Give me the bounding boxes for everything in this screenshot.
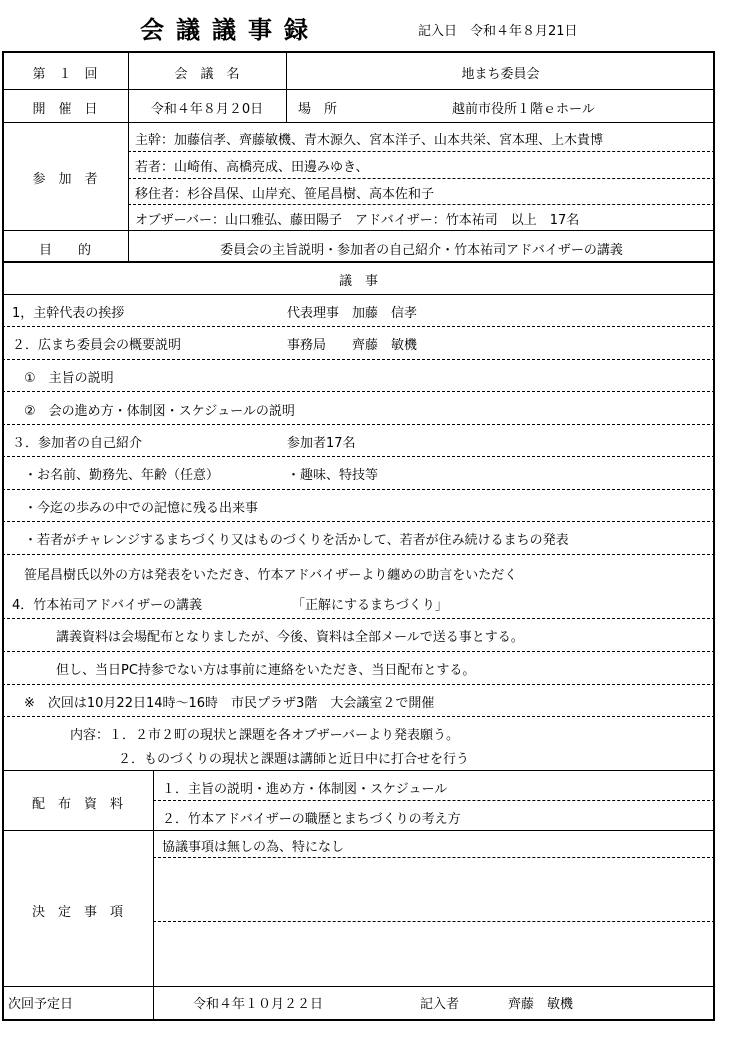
record-date: 記入日 令和４年８月21日 [418, 24, 578, 39]
recorder-name: 齊藤 敏機 [508, 997, 574, 1012]
meeting-name-value: 地まち委員会 [461, 67, 540, 82]
column-divider [286, 51, 287, 122]
recorder-label: 記入者 [420, 997, 460, 1012]
dashed-divider [128, 151, 715, 152]
column-divider [153, 770, 154, 1021]
participants-line: 移住者：杉谷昌保、山岸充、笹尾昌樹、高本佐和子 [135, 187, 435, 202]
agenda-line: ・若者がチャレンジするまちづくり又はものづくりを活かして、若者が住み続けるまちの発表 [24, 533, 569, 548]
date-label: 開 催 日 [32, 102, 98, 117]
participants-line: 主幹：加藤信孝、齊藤敏機、青木源久、宮本洋子、山本共栄、宮本理、上木貴博 [135, 133, 604, 148]
dashed-divider [2, 651, 715, 652]
materials-item: ２．竹本アドバイザーの職歴とまちづくりの考え方 [162, 812, 461, 827]
dashed-divider [153, 921, 715, 922]
next-date-label: 次回予定日 [8, 997, 74, 1012]
agenda-line-right: 事務局 齊藤 敏機 [287, 338, 418, 353]
agenda-line: 内容：１．２市２町の現状と課題を各オブザーバーより発表願う。 [70, 728, 459, 743]
participants-line: 若者：山崎侑、高橋亮成、田邊みゆき、 [135, 160, 369, 175]
dashed-divider [2, 684, 715, 685]
meeting-name-label: 会 議 名 [174, 67, 240, 82]
page-title: 会議議事録 [140, 16, 320, 44]
agenda-line: 1，主幹代表の挨拶 [12, 306, 125, 321]
agenda-line: ２．ものづくりの現状と課題は講師と近日中に打合せを行う [118, 752, 470, 767]
place-value: 越前市役所１階ｅホール [452, 102, 595, 117]
agenda-line: ② 会の進め方・体制図・スケジュールの説明 [24, 404, 295, 419]
agenda-line: 但し、当日PC持参でない方は事前に連絡をいただき、当日配布とする。 [56, 663, 476, 678]
dashed-divider [153, 800, 715, 801]
agenda-line: ・お名前、勤務先、年齢（任意） [24, 468, 220, 483]
dashed-divider [2, 424, 715, 425]
purpose-label: 目 的 [38, 243, 91, 258]
agenda-line: ・今迄の歩みの中での記憶に残る出来事 [24, 501, 259, 516]
agenda-line: ２．広まち委員会の概要説明 [12, 338, 182, 353]
agenda-line: 笹尾昌樹氏以外の方は発表をいただき、竹本アドバイザーより纏めの助言をいただく [24, 568, 518, 583]
dashed-divider [2, 716, 715, 717]
dashed-divider [2, 618, 715, 619]
agenda-line-right: 「正解にするまちづくり」 [292, 598, 448, 613]
materials-label: 配 布 資 料 [31, 797, 123, 812]
dashed-divider [2, 554, 715, 555]
row-divider [2, 294, 715, 295]
dashed-divider [128, 204, 715, 205]
row-divider [2, 770, 715, 771]
agenda-line-right: 代表理事 加藤 信孝 [287, 306, 418, 321]
materials-item: １．主旨の説明・進め方・体制図・スケジュール [162, 782, 448, 797]
next-date-value: 令和４年１０月２２日 [193, 997, 324, 1012]
participants-label: 参 加 者 [32, 172, 98, 187]
agenda-line-right: ・趣味、特技等 [287, 468, 379, 483]
dashed-divider [2, 489, 715, 490]
agenda-line-right: 参加者17名 [287, 436, 356, 451]
row-divider [2, 830, 715, 831]
dashed-divider [2, 391, 715, 392]
dashed-divider [128, 178, 715, 179]
row-divider [2, 89, 715, 90]
dashed-divider [2, 359, 715, 360]
agenda-line: 4．竹本祐司アドバイザーの講義 [12, 598, 203, 613]
session-label: 第 １ 回 [32, 67, 98, 82]
agenda-line: ３．参加者の自己紹介 [12, 436, 143, 451]
dashed-divider [153, 857, 715, 858]
decisions-item: 協議事項は無しの為、特になし [162, 840, 345, 855]
dashed-divider [2, 326, 715, 327]
date-value: 令和４年８月２0日 [150, 102, 264, 117]
agenda-line: 講義資料は会場配布となりましたが、今後、資料は全部メールで送る事とする。 [56, 630, 524, 645]
agenda-heading: 議 事 [338, 274, 378, 289]
dashed-divider [2, 456, 715, 457]
purpose-value: 委員会の主旨説明・参加者の自己紹介・竹本祐司アドバイザーの講義 [220, 243, 623, 258]
dashed-divider [2, 521, 715, 522]
row-divider [2, 122, 715, 123]
agenda-line: ① 主旨の説明 [24, 371, 114, 386]
agenda-line: ※ 次回は10月22日14時～16時 市民プラザ3階 大会議室２で開催 [24, 696, 435, 711]
row-divider [2, 986, 715, 987]
place-label: 場 所 [298, 102, 338, 117]
decisions-label: 決 定 事 項 [31, 905, 123, 920]
participants-line: オブザーバー：山口雅弘、藤田陽子 アドバイザー：竹本祐司 以上 17名 [135, 213, 580, 228]
row-divider [2, 261, 715, 263]
row-divider [2, 230, 715, 231]
column-divider [128, 51, 129, 261]
